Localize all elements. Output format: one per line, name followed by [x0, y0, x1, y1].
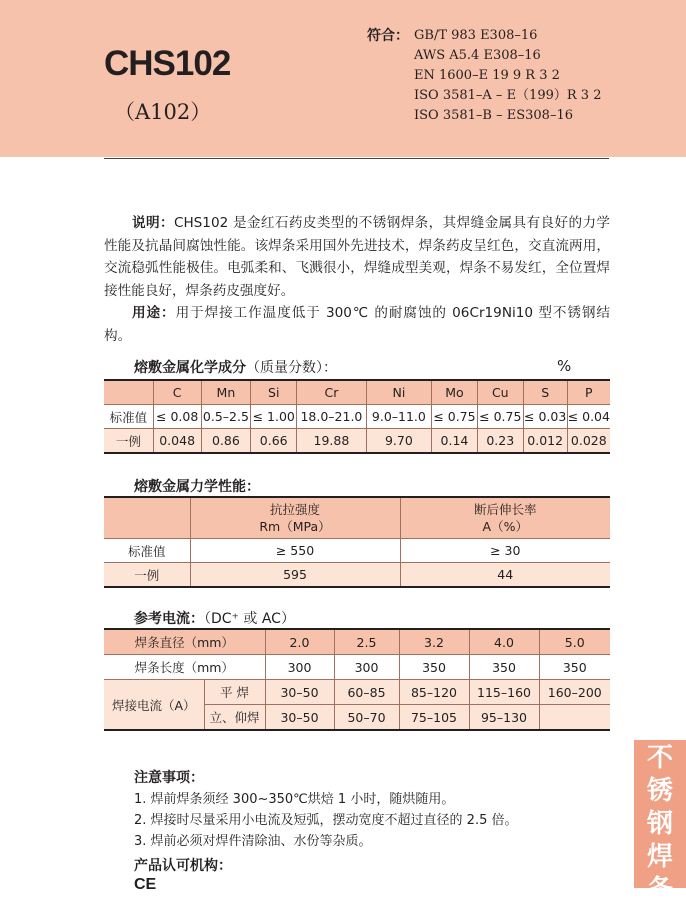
side-tab-char: 条	[646, 875, 673, 905]
usage-paragraph	[104, 302, 610, 347]
current-table	[104, 628, 610, 731]
product-alias: （A102）	[114, 100, 212, 124]
table-row: 焊接电流（A） 平 焊 30–50 60–85 85–120 115–160 160–200	[104, 680, 610, 705]
table-row: 焊条长度（mm） 300 300 350 350 350	[104, 655, 610, 680]
standard-item: ISO 3581–A – E（199）R 3 2	[414, 88, 602, 103]
description-label: 说明：	[132, 215, 174, 231]
chemical-table	[104, 379, 610, 454]
category-side-tab	[634, 740, 686, 905]
standard-item: EN 1600–E 19 9 R 3 2	[414, 68, 560, 83]
table-row: 一例 0.048 0.86 0.66 19.88 9.70 0.14 0.23 0.012 0.028	[104, 429, 610, 454]
table-header-row: 焊条直径（mm） 2.0 2.5 3.2 4.0 5.0	[104, 629, 610, 655]
notes	[134, 768, 517, 852]
table-row: 标准值 ≥ 550 ≥ 30	[104, 539, 610, 563]
side-tab-char: 锈	[646, 776, 673, 806]
side-tab-char: 焊	[646, 842, 673, 872]
divider	[104, 158, 609, 159]
standards-label: 符合：	[367, 28, 409, 44]
usage-label: 用途：	[132, 305, 176, 322]
table-row: 标准值 ≤ 0.08 0.5–2.5 ≤ 1.00 18.0–21.0 9.0–11.0 ≤ 0.75 ≤ 0.75 ≤ 0.03 ≤ 0.04	[104, 405, 610, 429]
chemical-title: 熔敷金属化学成分（质量分数）：	[134, 360, 337, 376]
mechanical-table	[104, 496, 610, 588]
table-header-row: C Mn Si Cr Ni Mo Cu S P	[104, 380, 610, 405]
chemical-unit: %	[557, 357, 572, 375]
note-item: 2. 焊接时尽量采用小电流及短弧，摆动宽度不超过直径的 2.5 倍。	[134, 813, 518, 828]
mechanical-title: 熔敷金属力学性能：	[134, 479, 260, 495]
ce-mark: CE	[134, 876, 157, 893]
side-tab-char: 不	[646, 743, 673, 773]
notes-title: 注意事项：	[134, 770, 204, 786]
usage-text: 用于焊接工作温度低于 300℃ 的耐腐蚀的 06Cr19Ni10 型不锈钢结构。	[104, 305, 610, 344]
table-header-row: 抗拉强度 Rm（MPa） 断后伸长率 A（%）	[104, 497, 610, 539]
standard-item: AWS A5.4 E308–16	[414, 48, 541, 63]
description-paragraph	[104, 212, 610, 302]
description	[104, 212, 610, 348]
certification-title: 产品认可机构：	[134, 858, 232, 874]
standard-item: GB/T 983 E308–16	[414, 28, 538, 43]
side-tab-char: 钢	[646, 809, 673, 839]
standard-item: ISO 3581–B – ES308–16	[414, 108, 573, 123]
note-item: 3. 焊前必须对焊件清除油、水份等杂质。	[134, 834, 372, 849]
product-code: CHS102	[104, 44, 231, 83]
description-text: CHS102 是金红石药皮类型的不锈钢焊条，其焊缝金属具有良好的力学性能及抗晶间腐蚀性能。该焊条采用国外先进技术，焊条药皮呈红色，交直流两用，交流稳弧性能极佳。电弧柔和、飞溅很小，焊缝成型美观，焊条不易发红，全位置焊接性能良好，焊条药皮强度好。	[104, 215, 611, 299]
table-row: 一例 595 44	[104, 563, 610, 588]
table-row: 立、仰焊 30–50 50–70 75–105 95–130	[104, 705, 610, 731]
current-title: 参考电流：（DC⁺ 或 AC）	[134, 611, 295, 627]
standards-list	[414, 26, 601, 126]
note-item: 1. 焊前焊条须经 300~350℃烘焙 1 小时，随烘随用。	[134, 792, 455, 807]
